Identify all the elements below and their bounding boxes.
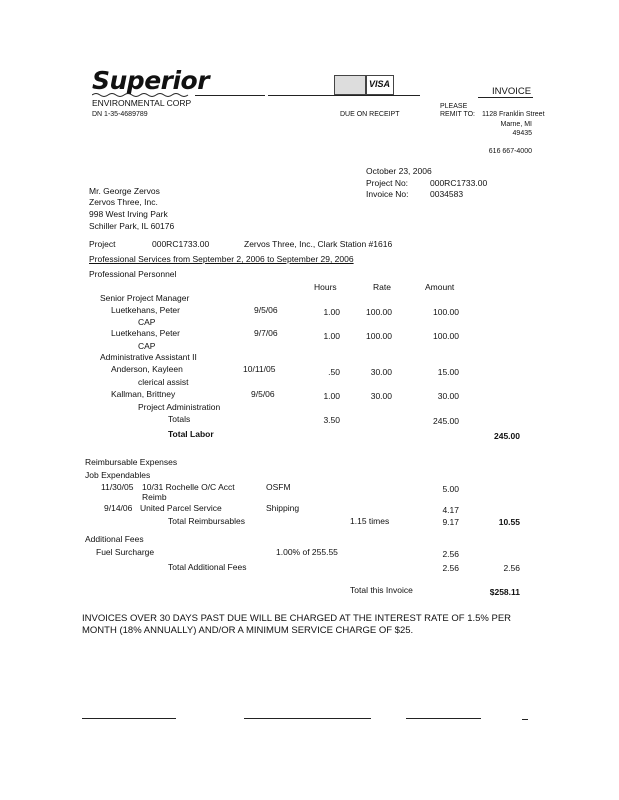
reimbursables-sub-label: Job Expendables bbox=[85, 470, 151, 480]
header-rule-right bbox=[478, 97, 533, 98]
role-title: Senior Project Manager bbox=[100, 293, 190, 303]
signature-line bbox=[522, 719, 528, 720]
entry-hours: 1.00 bbox=[323, 331, 340, 341]
remit-phone: 616 667-4000 bbox=[488, 148, 532, 155]
signature-line bbox=[82, 718, 176, 719]
document-title: INVOICE bbox=[492, 86, 532, 97]
total-labor-amount: 245.00 bbox=[494, 431, 520, 441]
entry-date: 9/5/06 bbox=[254, 305, 278, 315]
invoice-no-value: 0034583 bbox=[430, 189, 464, 199]
payment-terms: DUE ON RECEIPT bbox=[340, 111, 400, 118]
entry-note: clerical assist bbox=[138, 377, 189, 387]
service-period: Professional Services from September 2, 2006 to September 29, 2006 bbox=[89, 254, 354, 264]
entry-amount: 100.00 bbox=[433, 307, 459, 317]
reimbursables-total: 10.55 bbox=[498, 517, 520, 527]
reimbursables-section-label: Reimbursable Expenses bbox=[85, 457, 178, 467]
entry-note: CAP bbox=[138, 317, 156, 327]
fuel-surcharge-amount: 2.56 bbox=[442, 549, 459, 559]
reimbursables-multiplier: 1.15 times bbox=[350, 516, 390, 526]
additional-fees-subtotal: 2.56 bbox=[442, 563, 459, 573]
header-rule-mid bbox=[268, 95, 420, 96]
entry-rate: 30.00 bbox=[370, 367, 392, 377]
fuel-surcharge-label: Fuel Surcharge bbox=[96, 547, 155, 557]
expense-description: United Parcel Service bbox=[140, 503, 222, 513]
entry-date: 9/7/06 bbox=[254, 328, 278, 338]
invoice-no-label: Invoice No: bbox=[366, 189, 409, 199]
entry-amount: 30.00 bbox=[437, 391, 459, 401]
bill-to-line: 998 West Irving Park bbox=[89, 209, 168, 219]
late-payment-notice: INVOICES OVER 30 DAYS PAST DUE WILL BE CHARGED AT THE INTEREST RATE OF 1.5% PER bbox=[82, 613, 512, 624]
remit-zip: 49435 bbox=[512, 130, 532, 137]
signature-line bbox=[406, 718, 481, 719]
entry-amount: 100.00 bbox=[433, 331, 459, 341]
expense-amount: 5.00 bbox=[442, 484, 459, 494]
expense-vendor: OSFM bbox=[266, 482, 291, 492]
invoice-total-amount: $258.11 bbox=[489, 587, 520, 597]
expense-description: 10/31 Rochelle O/C Acct bbox=[142, 482, 235, 492]
entry-amount: 15.00 bbox=[437, 367, 459, 377]
entry-name: Luetkehans, Peter bbox=[111, 328, 180, 338]
entry-note: CAP bbox=[138, 341, 156, 351]
project-label: Project bbox=[89, 239, 116, 249]
role-title: Administrative Assistant II bbox=[100, 352, 197, 362]
entry-name: Luetkehans, Peter bbox=[111, 305, 180, 315]
entry-date: 9/5/06 bbox=[251, 389, 275, 399]
expense-date: 11/30/05 bbox=[101, 482, 134, 492]
project-description: Zervos Three, Inc., Clark Station #1616 bbox=[244, 239, 393, 249]
col-rate-header: Rate bbox=[373, 282, 391, 292]
expense-description-2: Reimb bbox=[142, 492, 167, 502]
entry-rate: 30.00 bbox=[370, 391, 392, 401]
bill-to-line: Mr. George Zervos bbox=[89, 186, 160, 196]
totals-amount: 245.00 bbox=[433, 416, 459, 426]
remit-city: Marne, MI bbox=[500, 121, 532, 128]
entry-note: Project Administration bbox=[138, 402, 221, 412]
totals-label: Totals bbox=[168, 414, 191, 424]
additional-fees-total: 2.56 bbox=[503, 563, 520, 573]
bill-to-line: Zervos Three, Inc. bbox=[89, 197, 158, 207]
total-labor-label: Total Labor bbox=[168, 429, 214, 439]
visa-logo-text: VISA bbox=[369, 79, 391, 89]
entry-date: 10/11/05 bbox=[243, 364, 276, 374]
entry-hours: 1.00 bbox=[323, 391, 340, 401]
entry-name: Kallman, Brittney bbox=[111, 389, 176, 399]
entry-name: Anderson, Kayleen bbox=[111, 364, 183, 374]
fuel-surcharge-rate: 1.00% of 255.55 bbox=[276, 547, 338, 557]
expense-vendor: Shipping bbox=[266, 503, 300, 513]
remit-street: 1128 Franklin Street bbox=[482, 111, 545, 118]
project-no-value: 000RC1733.00 bbox=[430, 178, 488, 188]
company-name: ENVIRONMENTAL CORP bbox=[92, 98, 192, 108]
remit-to-label: PLEASE REMIT TO: bbox=[440, 103, 476, 118]
project-no-label: Project No: bbox=[366, 178, 409, 188]
signature-line bbox=[244, 718, 371, 719]
entry-hours: 1.00 bbox=[323, 307, 340, 317]
entry-rate: 100.00 bbox=[366, 307, 392, 317]
entry-rate: 100.00 bbox=[366, 331, 392, 341]
entry-hours: .50 bbox=[328, 367, 340, 377]
card-logo-icon bbox=[334, 75, 366, 95]
col-amount-header: Amount bbox=[425, 282, 455, 292]
late-payment-notice-2: MONTH (18% ANNUALLY) AND/OR A MINIMUM SERVICE CHARGE OF $25. bbox=[82, 625, 414, 636]
bill-to-line: Schiller Park, IL 60176 bbox=[89, 221, 175, 231]
expense-amount: 4.17 bbox=[442, 505, 459, 515]
totals-hours: 3.50 bbox=[323, 415, 340, 425]
additional-fees-section-label: Additional Fees bbox=[85, 534, 144, 544]
tax-id: DN 1-35-4689789 bbox=[92, 111, 148, 118]
header-rule-left bbox=[195, 95, 265, 96]
company-logo: Superior bbox=[92, 66, 210, 95]
visa-logo-icon bbox=[366, 75, 394, 95]
col-hours-header: Hours bbox=[314, 282, 337, 292]
project-number: 000RC1733.00 bbox=[152, 239, 210, 249]
reimbursables-subtotal: 9.17 bbox=[442, 517, 459, 527]
personnel-section-label: Professional Personnel bbox=[89, 269, 177, 279]
expense-date: 9/14/06 bbox=[104, 503, 133, 513]
invoice-date: October 23, 2006 bbox=[366, 166, 432, 176]
invoice-total-label: Total this Invoice bbox=[350, 585, 413, 595]
total-additional-fees-label: Total Additional Fees bbox=[168, 562, 247, 572]
total-reimbursables-label: Total Reimbursables bbox=[168, 516, 246, 526]
